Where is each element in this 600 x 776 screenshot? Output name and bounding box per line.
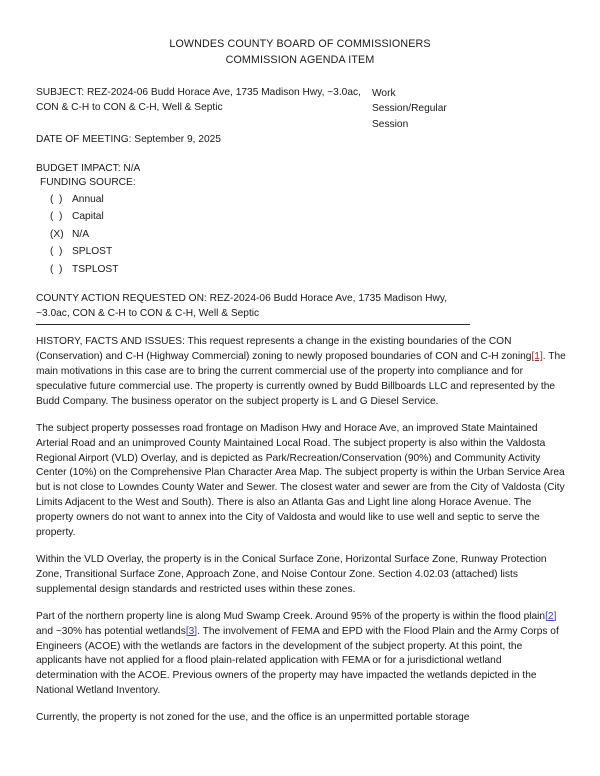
footnote-link-2[interactable]: [2] (545, 610, 557, 622)
paragraph-current-zoning-status: Currently, the property is not zoned for the use, and the office is an unpermitted portable storage (36, 712, 470, 724)
subject-line-1: SUBJECT: REZ-2024-06 Budd Horace Ave, 1735 Madison Hwy, ~3.0ac, (36, 87, 361, 98)
county-action-line-1: COUNTY ACTION REQUESTED ON: REZ-2024-06 Budd Horace Ave, 1735 Madison Hwy, (36, 293, 448, 304)
funding-option-label: N/A (72, 228, 89, 240)
subject-session-row (36, 86, 566, 148)
paragraph-flood-plain-wetlands (36, 610, 566, 699)
meeting-date-line: DATE OF MEETING: September 9, 2025 (36, 134, 221, 146)
funding-source-label: FUNDING SOURCE: (40, 177, 136, 189)
session-type-block (372, 86, 552, 132)
funding-option-label: Annual (72, 193, 104, 205)
paragraph-1-text-a: HISTORY, FACTS AND ISSUES: This request represents a change in the existing boundaries of the CON (Conservation) and C-H (Highway Commercial) zoning to newly proposed boundaries of CON and C-H zoning (36, 336, 532, 363)
document-header (0, 0, 600, 68)
funding-option-label: Capital (72, 211, 104, 223)
budget-impact-line: BUDGET IMPACT: N/A (36, 162, 141, 174)
paragraph-4-text-c: . The involvement of FEMA and EPD with the Flood Plain and the Army Corps of Engineers (ACOE) with the wetlands are factors in the development of the subject property. At this point, the applicants have not applied for a flood plain-related application with FEMA or for a jurisdictional wetland determination with the ACOE. Previous owners of the property may have impacted the wetlands depicted in the National Wetland Inventory. (36, 625, 559, 697)
funding-option-annual[interactable] (36, 191, 566, 208)
funding-option-checkbox-checked[interactable]: (X) (50, 228, 64, 240)
footnote-link-1[interactable]: [1] (531, 351, 543, 363)
session-line-3: Session (372, 118, 409, 130)
funding-option-capital[interactable] (36, 208, 566, 225)
meeting-date-block (36, 133, 566, 148)
header-title-line-2: COMMISSION AGENDA ITEM (225, 54, 375, 66)
session-line-1: Work (372, 88, 396, 99)
paragraph-1-text-b: . The main motivations in this case are to bring the current commercial use of the property into compliance and for speculative future commercial use. The property is currently owned by Budd Billboards LLC and represented by the Budd Company. The business operator on the subject property is L and G Diesel Service. (36, 351, 566, 407)
footnote-link-3[interactable]: [3] (185, 625, 198, 637)
funding-option-splost[interactable] (36, 243, 566, 260)
funding-option-checkbox[interactable]: ( ) (50, 193, 63, 205)
session-line-2: Session/Regular (372, 103, 447, 115)
funding-option-label: TSPLOST (72, 263, 119, 275)
funding-option-checkbox[interactable]: ( ) (50, 246, 63, 258)
funding-option-checkbox[interactable]: ( ) (50, 211, 63, 223)
paragraph-4-text-a: Part of the northern property line is along Mud Swamp Creek. Around 95% of the property is within the flood plain (36, 610, 546, 622)
header-title-line-1: LOWNDES COUNTY BOARD OF COMMISSIONERS (169, 38, 431, 50)
funding-option-label: SPLOST (72, 246, 113, 258)
funding-option-checkbox[interactable]: ( ) (50, 263, 63, 275)
funding-option-tsplost[interactable] (36, 261, 566, 278)
paragraph-4-text-b: and ~30% has potential wetlands (36, 625, 186, 637)
paragraph-vld-overlay: Within the VLD Overlay, the property is in the Conical Surface Zone, Horizontal Surface Zone, Runway Protection Zone, Transitional Surface Zone, Approach Zone, and Noise Contour Zone. Section 4.02.03 (attached) lists supplemental design standards and restricted uses within these zones. (36, 553, 547, 595)
county-action-line-2: ~3.0ac, CON & C-H to CON & C-H, Well & Septic (36, 307, 260, 319)
funding-option-na[interactable] (36, 226, 566, 243)
budget-block (36, 162, 566, 278)
funding-source-options (36, 191, 566, 278)
paragraph-road-frontage: The subject property possesses road frontage on Madison Hwy and Horace Ave, an improved State Maintained Arterial Road and an unimproved County Maintained Local Road. The subject property is also within the Valdosta Regional Airport (VLD) Overlay, and is depicted as Park/Recreation/Conservation (90%) and Community Activity Center (10%) on the Comprehensive Plan Character Area Map. The subject property is within the Urban Service Area but is not close to Lowndes County Water and Sewer. The closest water and sewer are from the City of Valdosta (City Limits Adjacent to the West and South). There is also an Atlanta Gas and Light line along Horace Avenue. The property owners do not want to annex into the City of Valdosta and would like to use well and septic to serve the property. (36, 422, 565, 539)
county-action-block (36, 292, 566, 325)
paragraph-history-facts-issues (36, 335, 566, 410)
subject-line-2: CON & C-H to CON & C-H, Well & Septic (36, 101, 223, 113)
